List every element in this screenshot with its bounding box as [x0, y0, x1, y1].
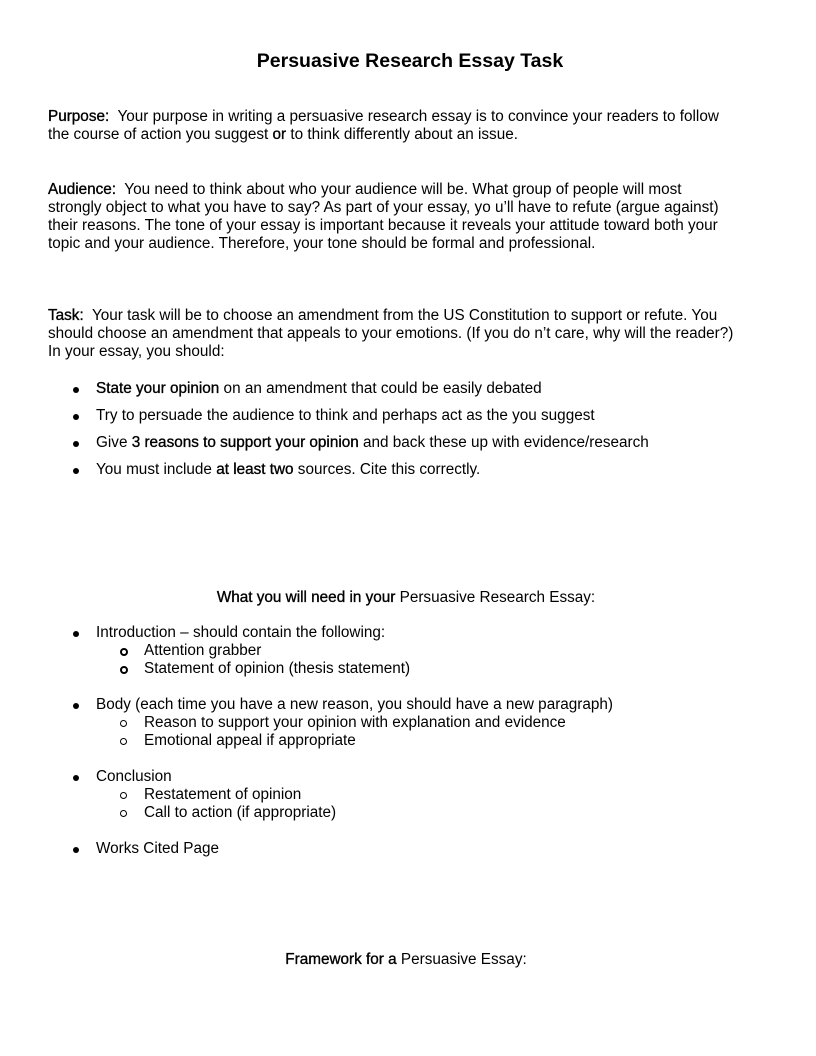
audience-line-4: topic and your audience. Therefore, your tone should be formal and professional. — [48, 235, 596, 252]
bullet-icon — [73, 775, 79, 781]
purpose-or: or — [272, 126, 287, 143]
outline-subitem-label: Restatement of opinion — [144, 786, 302, 803]
task-text-1: Your task will be to choose an amendment from the US Constitution to support or refute. You — [91, 307, 718, 324]
purpose-text-2a: the course of action you suggest — [48, 126, 273, 143]
task-bullet-4-pre: You must include — [96, 461, 217, 478]
outline-item-conclusion — [48, 768, 768, 786]
task-line-3: In your essay, you should: — [48, 343, 225, 360]
outline-subitem — [48, 714, 768, 732]
need-title-bold: What you will need in your — [216, 589, 396, 606]
task-bullet-1-bold: State your opinion — [96, 380, 220, 397]
circle-bullet-icon — [120, 738, 127, 745]
page-title: Persuasive Research Essay Task — [256, 50, 564, 72]
outline-label: Introduction – should contain the following: — [96, 624, 386, 641]
outline-subitem — [48, 786, 768, 804]
purpose-label: Purpose: — [48, 108, 110, 125]
outline-item-introduction — [48, 624, 768, 642]
task-bullet-1 — [48, 380, 768, 407]
outline-subitem — [48, 804, 768, 822]
outline-subitem-label: Emotional appeal if appropriate — [144, 732, 356, 749]
audience-label: Audience: — [48, 181, 117, 198]
outline-label: Works Cited Page — [96, 840, 219, 857]
task-bullet-4-bold: at least two — [216, 461, 294, 478]
audience-text-1: You need to think about who your audience will be. What group of people will most — [124, 181, 682, 198]
bullet-icon — [73, 468, 79, 474]
outline-item-works-cited — [48, 840, 768, 858]
circle-bullet-icon — [120, 720, 127, 727]
bullet-icon — [73, 414, 79, 420]
task-line-1 — [48, 307, 768, 325]
bullet-icon — [73, 703, 79, 709]
task-bullet-2-text: Try to persuade the audience to think and perhaps act as the you suggest — [96, 407, 595, 424]
purpose-paragraph — [48, 108, 768, 144]
essay-outline — [48, 624, 768, 858]
bullet-icon — [73, 631, 79, 637]
task-label: Task: — [48, 307, 84, 324]
purpose-text-1: Your purpose in writing a persuasive research essay is to convince your readers to follow — [117, 108, 719, 125]
outline-subitem — [48, 660, 768, 678]
purpose-line-1 — [48, 108, 768, 126]
bullet-icon — [73, 387, 79, 393]
task-bullet-3-pre: Give — [96, 434, 132, 451]
circle-bullet-icon — [120, 648, 128, 656]
task-bullet-4 — [48, 461, 768, 488]
task-bullet-3 — [48, 434, 768, 461]
outline-subitem-label: Attention grabber — [144, 642, 262, 659]
purpose-text-2b: to think differently about an issue. — [286, 126, 518, 143]
task-bullet-list — [48, 380, 768, 488]
outline-subitem-label: Call to action (if appropriate) — [144, 804, 337, 821]
circle-bullet-icon — [120, 666, 128, 674]
framework-title-bold: Framework for a — [285, 951, 397, 968]
need-title-rest: Persuasive Research Essay: — [395, 589, 596, 606]
circle-bullet-icon — [120, 792, 127, 799]
outline-subitem — [48, 642, 768, 660]
framework-title-rest: Persuasive Essay: — [396, 951, 527, 968]
outline-subitem — [48, 732, 768, 750]
task-bullet-3-bold: 3 reasons to support your opinion — [131, 434, 359, 451]
outline-item-body — [48, 696, 768, 714]
task-bullet-1-text: on an amendment that could be easily debated — [219, 380, 542, 397]
outline-subitem-label: Reason to support your opinion with explanation and evidence — [144, 714, 566, 731]
task-bullet-2 — [48, 407, 768, 434]
task-bullet-3-text: and back these up with evidence/research — [358, 434, 649, 451]
outline-label: Conclusion — [96, 768, 172, 785]
bullet-icon — [73, 847, 79, 853]
bullet-icon — [73, 441, 79, 447]
audience-paragraph — [48, 181, 768, 253]
outline-label: Body (each time you have a new reason, you should have a new paragraph) — [96, 696, 614, 713]
outline-subitem-label: Statement of opinion (thesis statement) — [144, 660, 411, 677]
framework-title — [0, 951, 812, 969]
audience-line-3: their reasons. The tone of your essay is important because it reveals your attitude toward both your — [48, 217, 718, 234]
task-paragraph — [48, 307, 768, 361]
audience-line-1 — [48, 181, 768, 199]
task-bullet-4-text: sources. Cite this correctly. — [293, 461, 481, 478]
purpose-line-2 — [48, 126, 768, 144]
need-section-title — [0, 589, 812, 607]
circle-bullet-icon — [120, 810, 127, 817]
task-line-2: should choose an amendment that appeals to your emotions. (If you do n’t care, why will the reader?) — [48, 325, 734, 342]
audience-line-2: strongly object to what you have to say? As part of your essay, yo u’ll have to refute (argue against) — [48, 199, 719, 216]
